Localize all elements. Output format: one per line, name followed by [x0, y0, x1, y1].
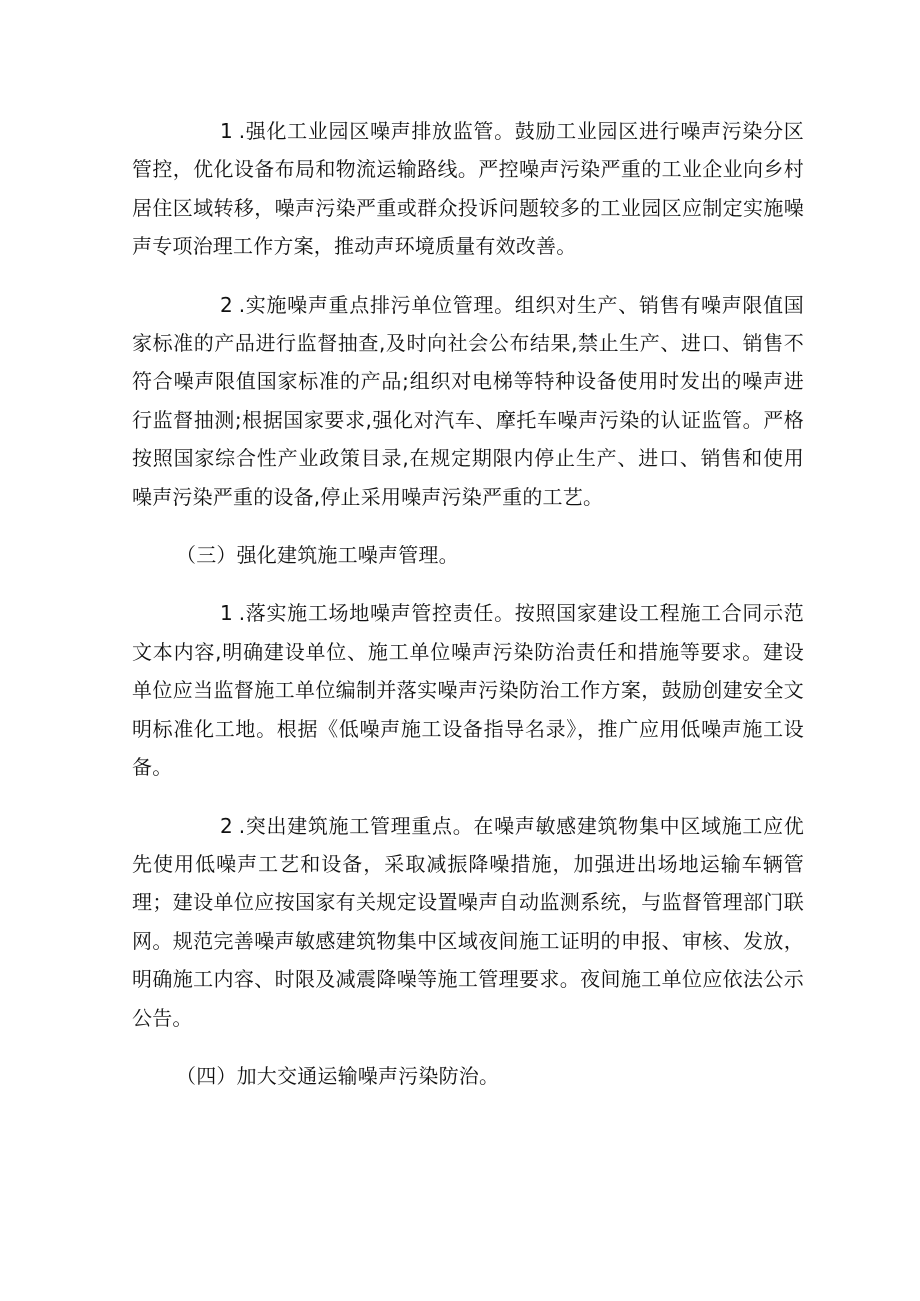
paragraph-site-responsibility — [132, 594, 804, 786]
item-number: 2 — [220, 813, 233, 838]
paragraph-key-polluters — [132, 286, 804, 516]
section-heading-transport: （四）加大交通运输噪声污染防治。 — [176, 1063, 500, 1088]
paragraph-text: .实施噪声重点排污单位管理。组织对生产、销售有噪声限值国家标准的产品进行监督抽查,及时向社会公布结果,禁止生产、进口、销售不符合噪声限值国家标准的产品;组织对电梯等特种设备使用时发出的噪声进行监督抽测;根据国家要求,强化对汽车、摩托车噪声污染的认证监管。严格按照国家综合性产业政策目录,在规定期限内停止生产、进口、销售和使用噪声污染严重的设备,停止采用噪声污染严重的工艺。 — [132, 292, 804, 509]
paragraph-text: .突出建筑施工管理重点。在噪声敏感建筑物集中区域施工应优先使用低噪声工艺和设备，采取减振降噪措施，加强进出场地运输车辆管理；建设单位应按国家有关规定设置噪声自动监测系统，与监督管理部门联网。规范完善噪声敏感建筑物集中区域夜间施工证明的申报、审核、发放，明确施工内容、时限及减震降噪等施工管理要求。夜间施工单位应依法公示公告。 — [132, 813, 804, 1030]
paragraph-industrial-park — [132, 112, 804, 266]
section-heading-construction: （三）强化建筑施工噪声管理。 — [176, 543, 459, 568]
item-number: 1 — [220, 601, 233, 626]
document-body — [132, 112, 804, 1115]
paragraph-text: .强化工业园区噪声排放监管。鼓励工业园区进行噪声污染分区管控，优化设备布局和物流运输路线。严控噪声污染严重的工业企业向乡村居住区域转移，噪声污染严重或群众投诉问题较多的工业园区应制定实施噪声专项治理工作方案，推动声环境质量有效改善。 — [132, 119, 804, 259]
paragraph-text: .落实施工场地噪声管控责任。按照国家建设工程施工合同示范文本内容,明确建设单位、施工单位噪声污染防治责任和措施等要求。建设单位应当监督施工单位编制并落实噪声污染防治工作方案，鼓励创建安全文明标准化工地。根据《低噪声施工设备指导名录》，推广应用低噪声施工设备。 — [132, 601, 804, 780]
item-number: 2 — [220, 292, 233, 317]
item-number: 1 — [220, 119, 233, 143]
paragraph-construction-focus — [132, 807, 804, 1037]
